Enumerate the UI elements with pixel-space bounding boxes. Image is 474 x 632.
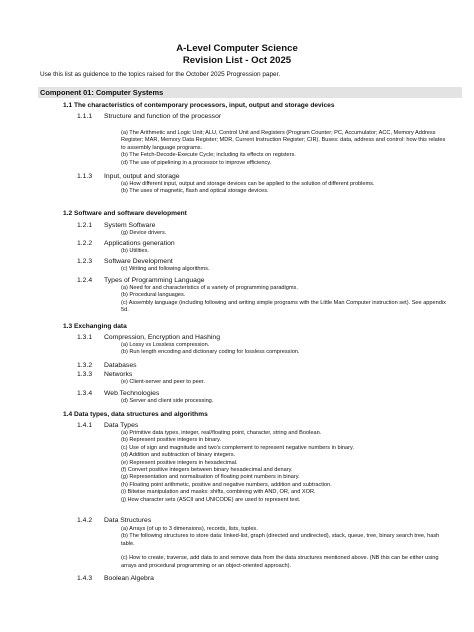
topic-item: (d) Server and client side processing. <box>121 398 214 404</box>
topic-title: Data Structures <box>104 517 152 524</box>
intro-text: Use this list as guidence to the topics raised for the October 2025 Progression paper. <box>40 71 281 78</box>
topic-number: 1.4.1 <box>77 422 93 429</box>
topic-title: Structure and function of the processor <box>104 113 222 120</box>
topic-item: (a) Arrays (of up to 3 dimensions), records, lists, tuples. <box>121 526 258 532</box>
topic-item: (d) The use of pipelining in a processor to improve efficiency. <box>121 159 272 166</box>
topic-item: (e) Client-server and peer to peer. <box>121 379 205 385</box>
topic-item: (g) Representation and normalisation of floating point numbers in binary. <box>121 474 300 481</box>
topic-number: 1.2.4 <box>77 277 93 284</box>
document-title: A-Level Computer Science <box>176 43 298 54</box>
topic-items <box>121 266 451 273</box>
section-heading: 1.1 The characteristics of contemporary processors, input, output and storage devices <box>63 102 335 109</box>
topic-item: (d) Addition and subtraction of binary integers. <box>121 452 236 459</box>
topic-item: (c) How to create, traverse, add data to and remove data from the data structures mentioned above. (NB this can be either using arrays and procedural programming or an object-oriented approach). <box>121 555 439 569</box>
topic-title: Input, output and storage <box>104 173 180 180</box>
topic-items <box>121 248 451 255</box>
topic-title: Types of Programming Language <box>104 277 205 284</box>
topic-item: (c) Assembly language (including following and writing simple programs with the Little Man Computer instruction set). See appendix 5d. <box>121 299 446 314</box>
topic-title: Databases <box>104 362 137 369</box>
topic-item: (b) Procedural languages. <box>121 292 186 299</box>
topic-title: Applications generation <box>104 240 175 247</box>
topic-item: (j) How character sets (ASCII and UNICODE) are used to represent text. <box>121 496 301 503</box>
topic-title: System Software <box>104 222 156 229</box>
topic-item: (a) The Arithmetic and Logic Unit; ALU, Control Unit and Registers (Program Counter; PC, Accumulator; ACC, Memory Address Register; MAR, Memory Data Register; MDR, Current Instruction Register; CIR). Buses: data, address and control: how this relates to assembly language programs. <box>121 130 446 151</box>
topic-title: Software Development <box>104 258 173 265</box>
topic-title: Networks <box>104 371 133 378</box>
topic-item: (g) Device drivers. <box>121 230 167 236</box>
topic-item: (c) Use of sign and magnitude and two's complement to represent negative numbers in binary. <box>121 444 354 451</box>
topic-number: 1.3.3 <box>77 371 93 378</box>
topic-item: (e) Represent positive integers in hexadecimal. <box>121 459 238 466</box>
component-heading: Component 01: Computer Systems <box>40 88 164 97</box>
topic-number: 1.1.3 <box>77 173 93 180</box>
document-subtitle: Revision List - Oct 2025 <box>182 55 292 66</box>
topic-item: (b) The uses of magnetic, flash and optical storage devices. <box>121 188 269 195</box>
topic-item: (c) Writing and following algorithms. <box>121 266 210 272</box>
component-heading-bar <box>38 87 462 98</box>
topic-number: 1.2.3 <box>77 258 93 265</box>
topic-number: 1.2.1 <box>77 222 93 229</box>
topic-item: (b) Utilities. <box>121 248 149 254</box>
topic-number: 1.3.1 <box>77 334 93 341</box>
topic-items <box>121 181 451 196</box>
topic-item: (b) The Fetch-Decode-Execute Cycle; including its effects on registers. <box>121 152 296 159</box>
topic-number: 1.3.4 <box>77 390 93 397</box>
topic-number: 1.3.2 <box>77 362 93 369</box>
topic-item: (a) Need for and characteristics of a variety of programming paradigms. <box>121 285 298 291</box>
topic-number: 1.2.2 <box>77 240 93 247</box>
topic-number: 1.4.2 <box>77 517 93 524</box>
topic-title: Web Technologies <box>104 390 160 397</box>
topic-item: (b) Run length encoding and dictionary coding for lossless compression. <box>121 349 300 356</box>
section-heading: 1.2 Software and software development <box>63 210 187 217</box>
topic-title: Compression, Encryption and Hashing <box>104 334 220 341</box>
section-heading: 1.4 Data types, data structures and algorithms <box>63 411 208 418</box>
topic-item: (i) Bitwise manipulation and masks: shifts, combining with AND, OR, and XOR. <box>121 489 316 496</box>
topic-items <box>121 230 451 237</box>
topic-items <box>121 430 451 504</box>
topic-item: (h) Floating point arithmetic, positive and negative numbers, addition and subtraction. <box>121 481 332 488</box>
topic-items <box>121 379 451 386</box>
topic-items <box>121 526 451 570</box>
topic-item: (a) Lossy vs Lossless compression. <box>121 342 210 348</box>
topic-title: Boolean Algebra <box>104 575 154 582</box>
topic-item: (f) Convert positive integers between binary hexadecimal and denary. <box>121 467 293 474</box>
topic-item: (b) Represent positive integers in binary. <box>121 437 222 444</box>
section-heading: 1.3 Exchanging data <box>63 323 127 330</box>
topic-number: 1.4.3 <box>77 575 93 582</box>
topic-item: (a) Primitive data types, integer, real/floating point, character, string and Boolean. <box>121 430 322 436</box>
topic-items <box>121 285 451 315</box>
topic-item: (b) The following structures to store data: linked-list, graph (directed and undirected), stack, queue, tree, binary search tree, hash table. <box>121 533 440 547</box>
topic-items <box>121 130 451 167</box>
topic-items <box>121 398 451 405</box>
topic-item: (a) How different input, output and storage devices can be applied to the solution of different problems. <box>121 181 375 187</box>
topic-title: Data Types <box>104 422 139 429</box>
topic-number: 1.1.1 <box>77 113 93 120</box>
topic-items <box>121 342 451 357</box>
